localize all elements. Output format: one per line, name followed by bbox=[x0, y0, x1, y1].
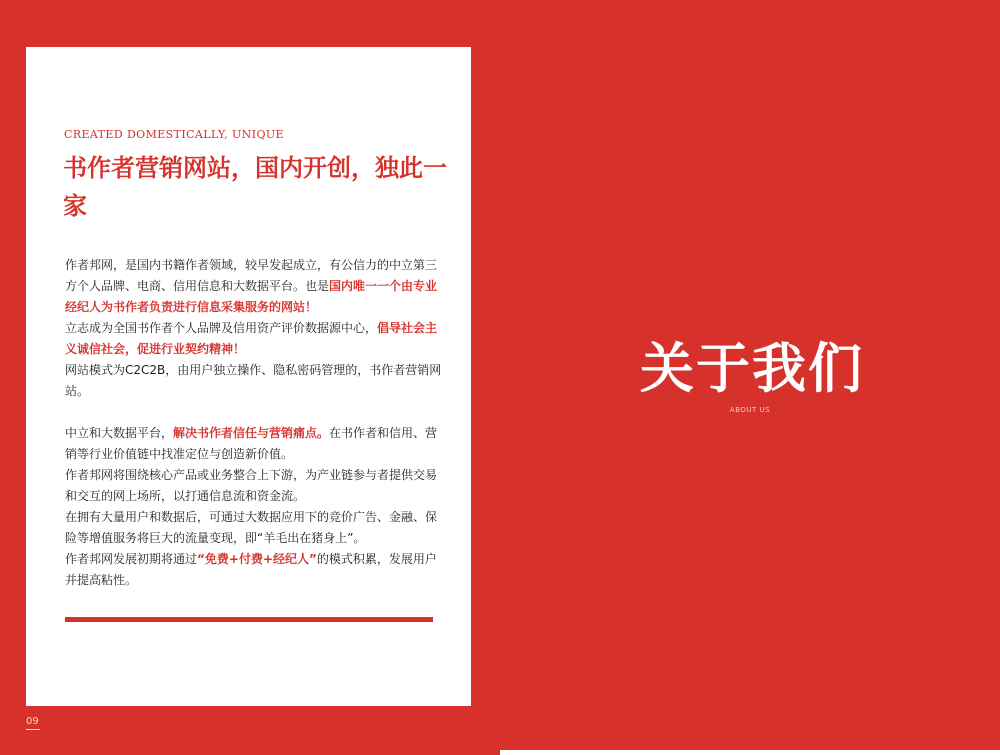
text-segment: 作者邦网，是国内书籍作者领域，较早发起成立，有公信力的中立第三方个人品牌、电商、信用信息和大数据平台。也是 bbox=[65, 258, 438, 293]
card-body bbox=[65, 255, 445, 591]
bottom-edge-strip bbox=[500, 750, 1000, 755]
content-card bbox=[26, 47, 471, 706]
text-segment: 作者邦网将围绕核心产品或业务整合上下游，为产业链参与者提供交易和交互的网上场所，以打通信息流和资金流。 bbox=[65, 468, 438, 503]
body-paragraph bbox=[65, 318, 445, 360]
body-paragraph bbox=[65, 360, 445, 402]
text-segment: 中立和大数据平台， bbox=[65, 426, 174, 440]
body-paragraph bbox=[65, 549, 445, 591]
page-number-underline bbox=[26, 729, 40, 730]
card-headline: 书作者营销网站，国内开创，独此一家 bbox=[63, 153, 447, 220]
text-segment: 立志成为全国书作者个人品牌及信用资产评价数据源中心， bbox=[65, 321, 378, 335]
highlight-text: 国内唯一一个由专业经纪人为书作者负责进行信息采集服务的网站！ bbox=[65, 279, 438, 314]
divider-bar bbox=[65, 617, 433, 622]
text-segment: 作者邦网发展初期将通过 bbox=[65, 552, 198, 566]
highlight-text: 倡导社会主义诚信社会，促进行业契约精神！ bbox=[65, 321, 438, 356]
text-segment: 在拥有大量用户和数据后，可通过大数据应用下的竞价广告、金融、保险等增值服务将巨大的流量变现，即“羊毛出在猪身上”。 bbox=[65, 510, 438, 545]
body-paragraph bbox=[65, 255, 445, 318]
body-paragraph bbox=[65, 465, 445, 507]
text-segment: 在书作者和信用、营销等行业价值链中找准定位与创造新价值。 bbox=[65, 426, 438, 461]
body-paragraph bbox=[65, 507, 445, 549]
paragraph-spacer bbox=[65, 402, 445, 423]
page-number: 09 bbox=[26, 716, 39, 727]
section-title: 关于我们 bbox=[640, 337, 864, 400]
highlight-text: 解决书作者信任与营销痛点。 bbox=[173, 426, 330, 440]
body-paragraph bbox=[65, 423, 445, 465]
text-segment: 的模式积累，发展用户并提高粘性。 bbox=[65, 552, 437, 587]
text-segment: 网站模式为C2C2B，由用户独立操作、隐私密码管理的，书作者营销网站。 bbox=[65, 363, 442, 398]
highlight-text: “免费+付费+经纪人” bbox=[197, 552, 317, 566]
card-eyebrow: CREATED DOMESTICALLY, UNIQUE bbox=[64, 128, 284, 141]
section-subtitle: ABOUT US bbox=[729, 406, 771, 414]
